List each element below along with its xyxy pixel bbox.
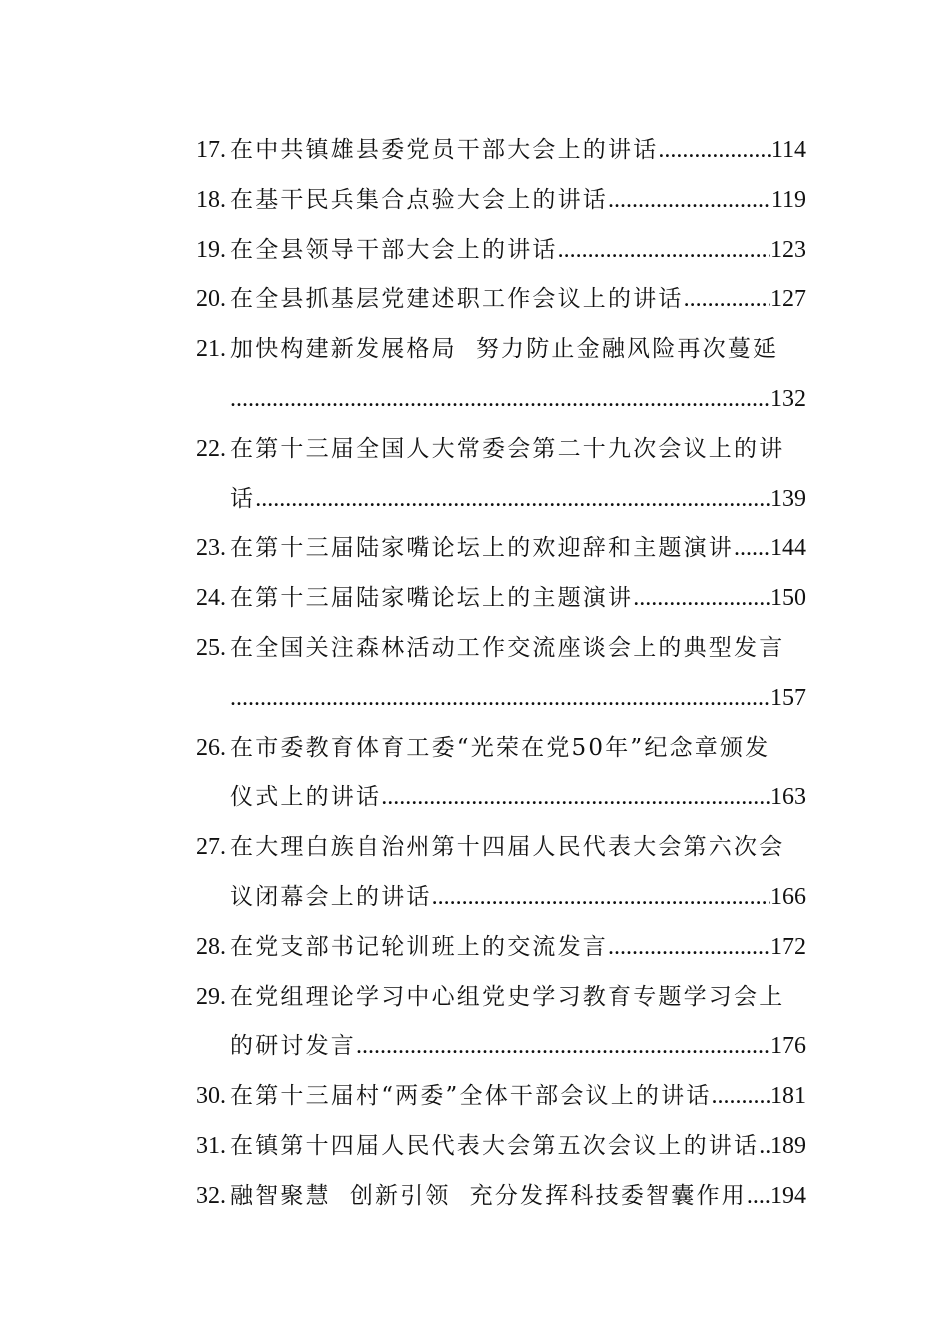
toc-entry[interactable]: [196, 1172, 806, 1222]
dot-leader: [230, 375, 770, 425]
toc-entry-title: 加快构建新发展格局 努力防止金融风险再次蔓延: [230, 336, 779, 363]
toc-entry[interactable]: [196, 724, 806, 824]
toc-entry-title: 在党支部书记轮训班上的交流发言: [230, 933, 608, 960]
toc-entry-number: 28.: [196, 933, 226, 960]
dot-leader: [230, 674, 770, 724]
dot-leader: [356, 1022, 770, 1072]
toc-entry-number: 25.: [196, 634, 226, 661]
toc-entry-title: 在第十三届村“两委”全体干部会议上的讲话: [230, 1083, 712, 1110]
toc-entry-title-continued: 话: [230, 485, 256, 512]
toc-entry-number: 19.: [196, 236, 226, 263]
dot-leader: [759, 1122, 770, 1172]
toc-entry-number: 29.: [196, 983, 226, 1010]
toc-entry-page: 176: [770, 1033, 806, 1060]
dot-leader: [608, 923, 770, 973]
toc-entry-number: 24.: [196, 585, 226, 612]
toc-entry-title: 在基干民兵集合点验大会上的讲话: [230, 186, 608, 213]
toc-entry-page: 172: [770, 933, 806, 960]
toc-entry[interactable]: [196, 823, 806, 923]
toc-entry-title: 在全国关注森林活动工作交流座谈会上的典型发言: [230, 634, 785, 661]
dot-leader: [432, 873, 770, 923]
toc-entry-number: 32.: [196, 1182, 226, 1209]
toc-entry-number: 31.: [196, 1132, 226, 1159]
toc-entry-title-continued: 仪式上的讲话: [230, 784, 382, 811]
toc-entry-page: 181: [770, 1083, 806, 1110]
toc-entry-number: 20.: [196, 286, 226, 313]
dot-leader: [747, 1172, 770, 1222]
toc-entry-number: 17.: [196, 137, 226, 163]
toc-entry[interactable]: [196, 126, 806, 176]
toc-entry-number: 23.: [196, 535, 226, 562]
toc-entry[interactable]: [196, 226, 806, 276]
toc-entry-page: 132: [770, 385, 806, 412]
toc-entry-number: 21.: [196, 336, 226, 363]
toc-entry-page: 119: [770, 186, 806, 213]
toc-entry[interactable]: [196, 624, 806, 724]
toc-entry-number: 27.: [196, 834, 226, 861]
toc-entry-page: 150: [770, 585, 806, 612]
toc-entry[interactable]: [196, 973, 806, 1073]
toc-entry[interactable]: [196, 524, 806, 574]
toc-entry-title: 在第十三届陆家嘴论坛上的主题演讲: [230, 585, 634, 612]
toc-entry-title: 在大理白族自治州第十四届人民代表大会第六次会: [230, 834, 785, 861]
dot-leader: [712, 1072, 770, 1122]
dot-leader: [734, 524, 770, 574]
toc-entry-page: 127: [770, 286, 806, 313]
toc-entry-title-continued: 议闭幕会上的讲话: [230, 883, 432, 910]
toc-entry-page: 123: [770, 236, 806, 263]
table-of-contents: [196, 126, 806, 1222]
toc-entry-title: 融智聚慧 创新引领 充分发挥科技委智囊作用: [230, 1182, 747, 1209]
toc-entry-number: 18.: [196, 186, 226, 213]
toc-entry-page: 157: [770, 684, 806, 711]
toc-entry[interactable]: [196, 275, 806, 325]
dot-leader: [684, 275, 770, 325]
toc-entry-title: 在党组理论学习中心组党史学习教育专题学习会上: [230, 983, 785, 1010]
toc-entry-page: 139: [770, 485, 806, 512]
dot-leader: [255, 475, 770, 525]
toc-entry-number: 26.: [196, 734, 226, 761]
dot-leader: [608, 176, 771, 226]
toc-entry-title: 在中共镇雄县委党员干部大会上的讲话: [230, 137, 659, 163]
toc-entry-number: 22.: [196, 435, 226, 462]
toc-entry-page: 166: [770, 883, 806, 910]
dot-leader: [381, 773, 770, 823]
toc-entry-title: 在镇第十四届人民代表大会第五次会议上的讲话: [230, 1132, 760, 1159]
toc-entry[interactable]: [196, 176, 806, 226]
toc-entry-page: 144: [770, 535, 806, 562]
toc-entry[interactable]: [196, 574, 806, 624]
toc-entry-page: 114: [770, 137, 806, 163]
toc-entry-number: 30.: [196, 1083, 226, 1110]
toc-entry-title: 在第十三届陆家嘴论坛上的欢迎辞和主题演讲: [230, 535, 734, 562]
toc-entry-title: 在全县抓基层党建述职工作会议上的讲话: [230, 286, 684, 313]
toc-entry-title: 在全县领导干部大会上的讲话: [230, 236, 558, 263]
toc-entry[interactable]: [196, 425, 806, 525]
toc-entry[interactable]: [196, 325, 806, 425]
toc-entry[interactable]: [196, 923, 806, 973]
toc-entry-page: 189: [770, 1132, 806, 1159]
toc-entry-title: 在市委教育体育工委“光荣在党50年”纪念章颁发: [230, 734, 771, 761]
dot-leader: [658, 126, 770, 176]
toc-entry-title-continued: 的研讨发言: [230, 1033, 356, 1060]
toc-entry[interactable]: [196, 1122, 806, 1172]
dot-leader: [633, 574, 770, 624]
toc-entry[interactable]: [196, 1072, 806, 1122]
toc-entry-page: 163: [770, 784, 806, 811]
dot-leader: [558, 226, 770, 276]
toc-entry-page: 194: [770, 1182, 806, 1209]
toc-entry-title: 在第十三届全国人大常委会第二十九次会议上的讲: [230, 435, 785, 462]
